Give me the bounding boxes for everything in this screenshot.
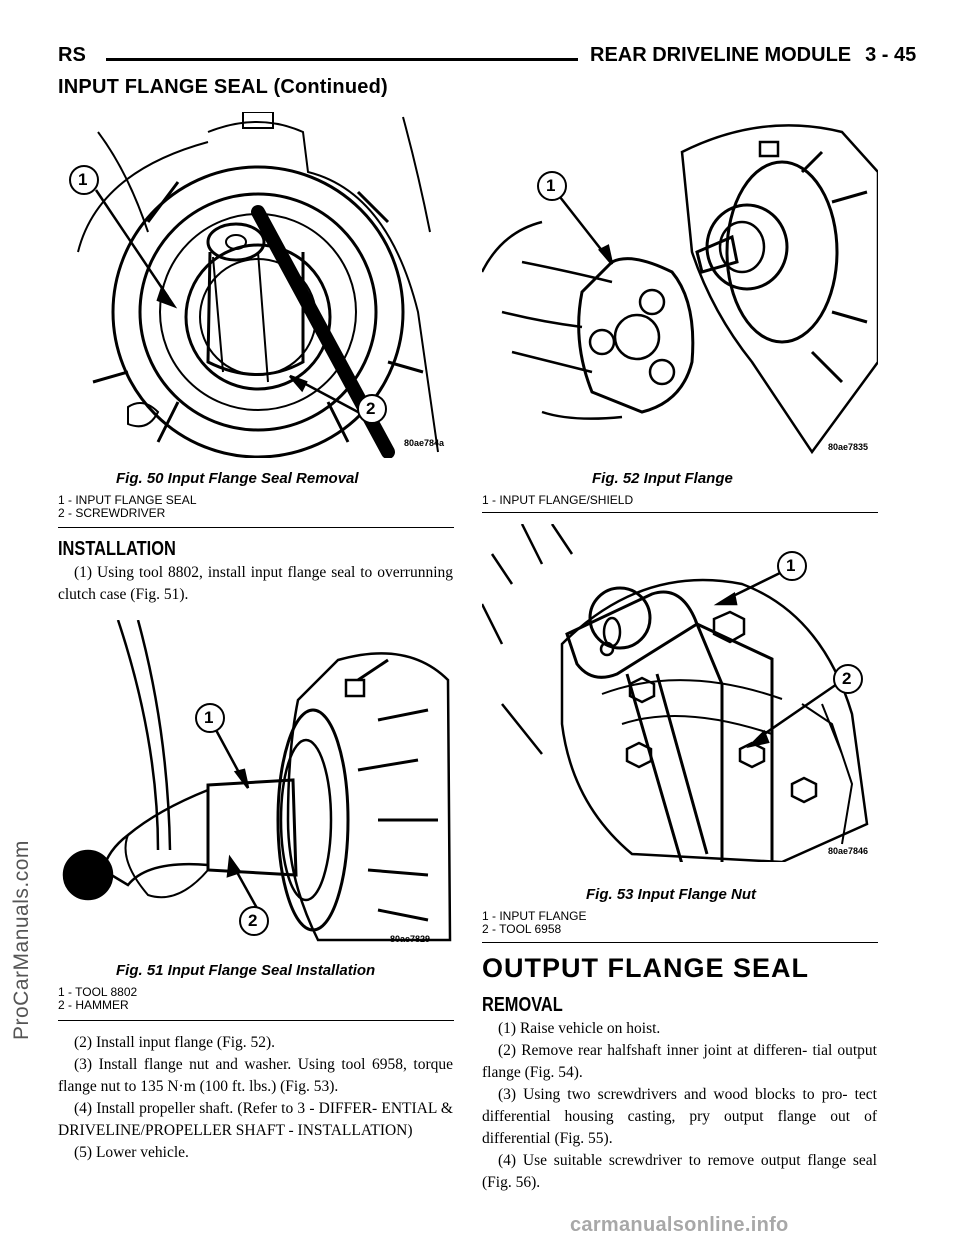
figure-51-rule: [58, 1020, 454, 1021]
figure-53-callout-1: 1: [786, 556, 796, 575]
installation-step-5: (5) Lower vehicle.: [74, 1144, 189, 1161]
installation-step-4: (4) Install propeller shaft. (Refer to 3 - DIFFER- ENTIAL & DRIVELINE/PROPELLER SHAFT - INSTALLATION): [58, 1100, 453, 1139]
figure-50-rule: [58, 527, 454, 528]
installation-steps: [58, 1032, 453, 1164]
figure-51-legend: [58, 986, 137, 1012]
figure-52-legend: [482, 494, 633, 507]
output-flange-seal-title: OUTPUT FLANGE SEAL: [482, 953, 809, 983]
figure-52-title: Fig. 52 Input Flange: [592, 470, 733, 487]
removal-step-4: (4) Use suitable screwdriver to remove output flange seal (Fig. 56).: [482, 1152, 877, 1191]
figure-51-drawing: [58, 620, 454, 950]
figure-51-code: 80ae7829: [390, 934, 431, 944]
figure-50-legend-item: 2 - SCREWDRIVER: [58, 506, 166, 520]
figure-50-illustration: [58, 112, 454, 458]
bottom-watermark: carmanualsonline.info: [570, 1214, 789, 1236]
figure-50-drawing: [58, 112, 454, 458]
removal-step-3: (3) Using two screwdrivers and wood blocks to pro- tect differential housing casting, pry output flange out of differential (Fig. 55).: [482, 1086, 877, 1147]
installation-heading: INSTALLATION: [58, 538, 176, 560]
figure-50-callout-1: 1: [78, 170, 88, 189]
figure-52-callout-1: 1: [546, 176, 556, 195]
removal-step-1: (1) Raise vehicle on hoist.: [498, 1020, 661, 1037]
figure-50-title: Fig. 50 Input Flange Seal Removal: [116, 470, 359, 487]
figure-51-illustration: [58, 620, 454, 950]
header-title: [590, 44, 916, 67]
figure-53-drawing: [482, 524, 878, 862]
figure-53-illustration: [482, 524, 878, 862]
figure-53-legend-item: 2 - TOOL 6958: [482, 922, 562, 936]
figure-53-callout-2: 2: [842, 669, 852, 688]
figure-51-callout-1: 1: [204, 708, 214, 727]
figure-53-legend: [482, 910, 586, 936]
figure-50-legend: [58, 494, 197, 520]
figure-52-legend-item: 1 - INPUT FLANGE/SHIELD: [482, 493, 634, 507]
installation-step-1-text: (1) Using tool 8802, install input flange seal to overrunning clutch case (Fig. 51).: [58, 564, 453, 603]
page-subtitle: INPUT FLANGE SEAL (Continued): [58, 76, 388, 98]
installation-step-2: (2) Install input flange (Fig. 52).: [74, 1034, 276, 1051]
header-section-code: RS: [58, 44, 86, 66]
figure-52-drawing: [482, 112, 878, 458]
removal-heading: REMOVAL: [482, 994, 563, 1016]
figure-50-legend-item: 1 - INPUT FLANGE SEAL: [58, 493, 197, 507]
figure-52-rule: [482, 512, 878, 513]
figure-53-legend-item: 1 - INPUT FLANGE: [482, 909, 587, 923]
figure-51-legend-item: 2 - HAMMER: [58, 998, 129, 1012]
figure-51-title: Fig. 51 Input Flange Seal Installation: [116, 962, 376, 979]
figure-50-callout-2: 2: [366, 399, 376, 418]
header-chapter-title: REAR DRIVELINE MODULE: [590, 44, 852, 66]
figure-52-code: 80ae7835: [828, 442, 869, 452]
figure-51-callout-2: 2: [248, 911, 258, 930]
figure-53-title: Fig. 53 Input Flange Nut: [586, 886, 756, 903]
header-rule: [106, 58, 578, 61]
figure-50-code: 80ae784a: [404, 438, 445, 448]
installation-step-3: (3) Install flange nut and washer. Using tool 6958, torque flange nut to 135 N·m (100 ft. lbs.) (Fig. 53).: [58, 1056, 453, 1095]
figure-53-code: 80ae7846: [828, 846, 869, 856]
page-number: 3 - 45: [865, 44, 917, 66]
figure-53-rule: [482, 942, 878, 943]
figure-52-illustration: [482, 112, 878, 458]
removal-steps: [482, 1018, 877, 1194]
installation-step-1: [58, 562, 453, 606]
figure-51-legend-item: 1 - TOOL 8802: [58, 985, 138, 999]
removal-step-2: (2) Remove rear halfshaft inner joint at differen- tial output flange (Fig. 54).: [482, 1042, 877, 1081]
side-watermark: ProCarManuals.com: [10, 840, 33, 1040]
